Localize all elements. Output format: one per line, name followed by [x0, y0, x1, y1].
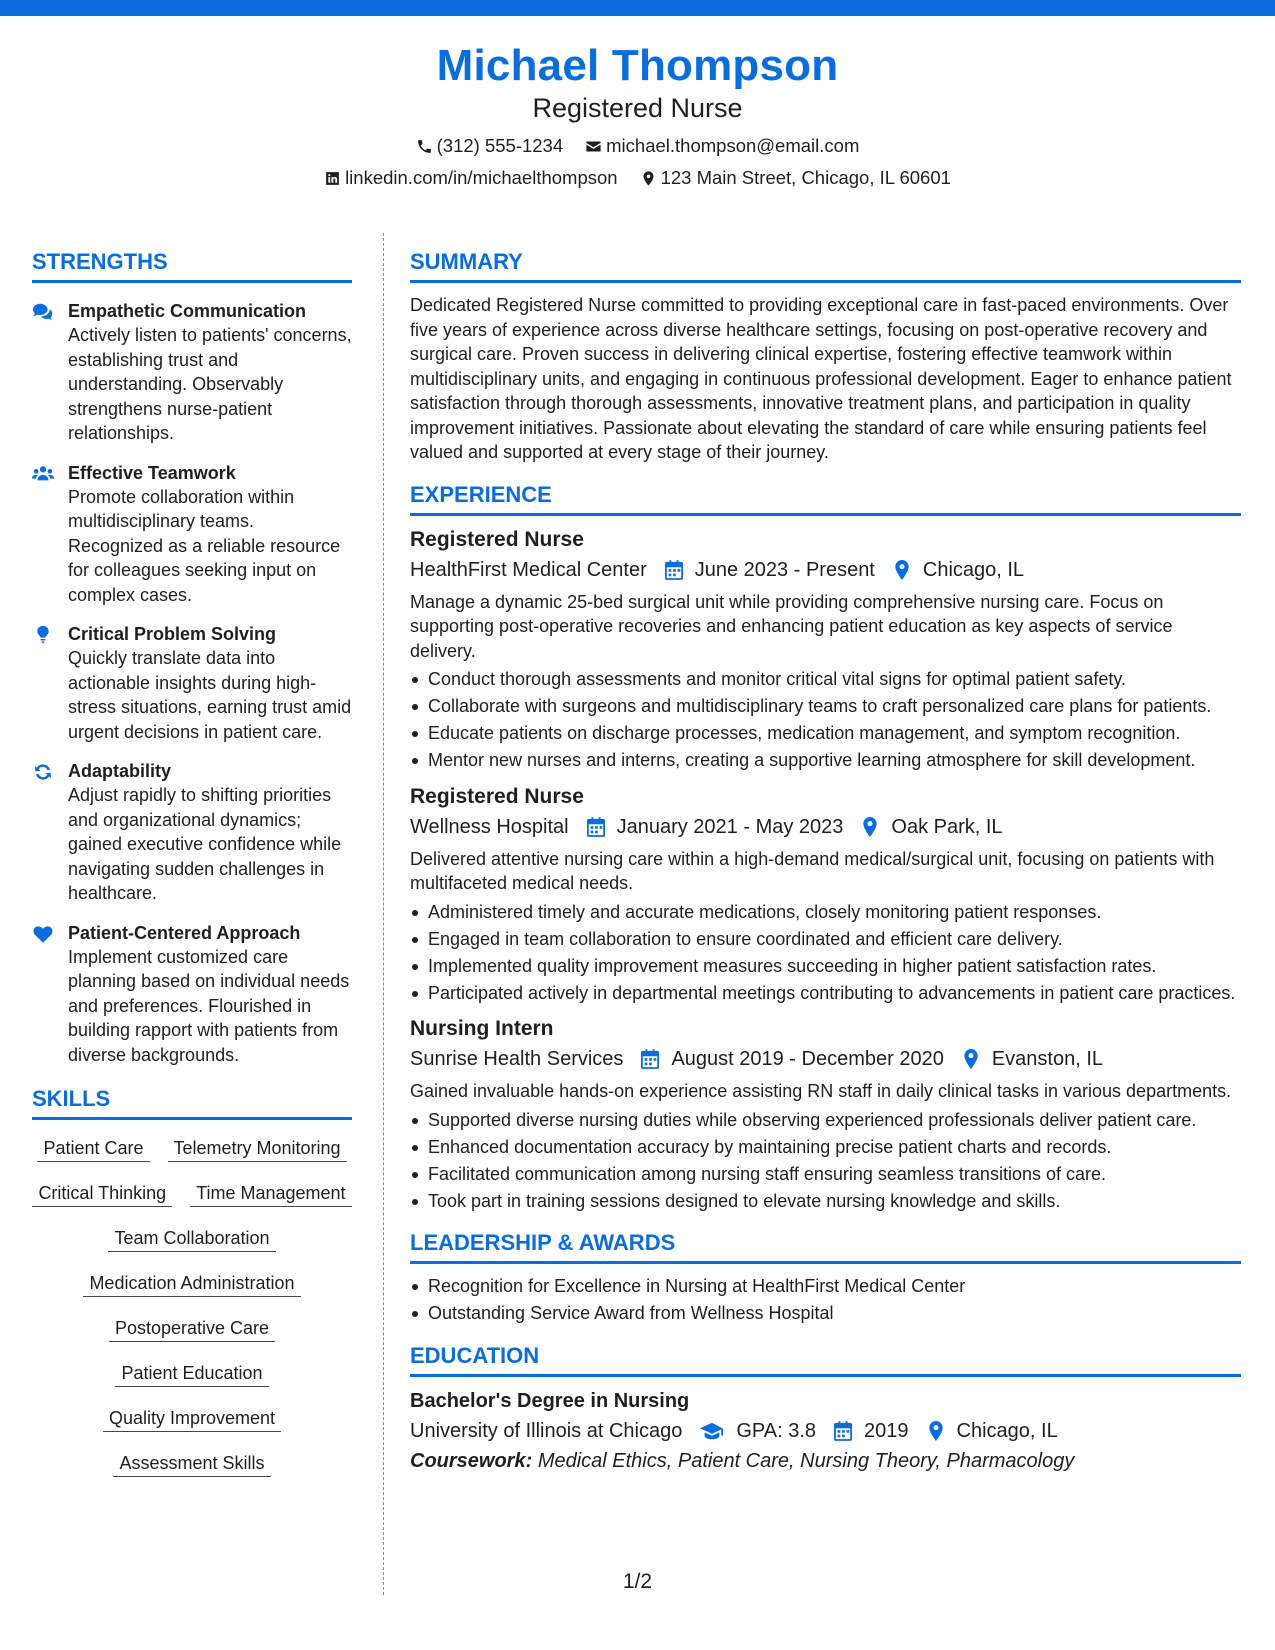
map-pin-icon [927, 1421, 945, 1441]
top-accent-bar [0, 0, 1275, 16]
job-bullet: Supported diverse nursing duties while observing experienced professionals deliver patient care. [410, 1108, 1241, 1133]
email-contact[interactable] [585, 134, 859, 158]
coursework-label: Coursework: [410, 1449, 533, 1472]
job-entry [410, 783, 1241, 1006]
job-bullet: Implemented quality improvement measures succeeding in higher patient satisfaction rates. [410, 954, 1241, 979]
job-bullet: Enhanced documentation accuracy by maintaining precise patient charts and records. [410, 1135, 1241, 1160]
job-company: Wellness Hospital [410, 815, 569, 838]
leadership-list [410, 1274, 1241, 1326]
skill-tag: Assessment Skills [113, 1451, 270, 1477]
users-icon [32, 464, 54, 484]
linkedin-icon [324, 170, 341, 187]
strength-item [32, 461, 352, 608]
job-entry [410, 1015, 1241, 1213]
job-description: Gained invaluable hands-on experience assisting RN staff in daily clinical tasks in various departments. [410, 1081, 1232, 1101]
map-pin-icon [962, 1049, 980, 1069]
job-meta [410, 1045, 1241, 1073]
linkedin-contact[interactable] [324, 166, 618, 190]
resume-header [0, 40, 1275, 190]
job-location: Oak Park, IL [891, 815, 1003, 838]
job-bullet: Engaged in team collaboration to ensure coordinated and efficient care delivery. [410, 927, 1241, 952]
calendar-icon [834, 1421, 852, 1441]
strength-item [32, 759, 352, 906]
summary-text: Dedicated Registered Nurse committed to providing exceptional care in fast-paced environments. Over five years of experience across diverse healthcare settings, focusing on post-operative recovery and surgical care. Proven success in delivering clinical expertise, fostering effective teamwork within multidisciplinary units, and engaging in continuous professional development. Eager to enhance patient satisfaction through thorough assessments, innovative treatment plans, and participation in quality improvement initiatives. Passionate about elevating the standard of care while ensuring patients feel valued and supported at every stage of their journey. [410, 295, 1232, 462]
school-name: University of Illinois at Chicago [410, 1419, 683, 1442]
strength-title: Effective Teamwork [68, 462, 236, 483]
strengths-heading: STRENGTHS [32, 248, 352, 283]
envelope-icon [585, 138, 602, 155]
email-text[interactable]: michael.thompson@email.com [606, 135, 860, 156]
strength-desc: Actively listen to patients' concerns, establishing trust and understanding. Observably strengthens nurse-patient relationships. [68, 325, 352, 443]
education-heading: EDUCATION [410, 1342, 1241, 1377]
map-pin-icon [861, 817, 879, 837]
phone-icon [416, 138, 433, 155]
job-title: Nursing Intern [410, 1017, 554, 1040]
job-entry [410, 526, 1241, 773]
candidate-name: Michael Thompson [436, 41, 839, 90]
skill-tag: Team Collaboration [108, 1226, 275, 1252]
map-pin-icon [893, 560, 911, 580]
job-company: HealthFirst Medical Center [410, 558, 647, 581]
strength-desc: Implement customized care planning based on individual needs and preferences. Flourished in building rapport with patients from diverse backgrounds. [68, 946, 350, 1065]
strength-item [32, 622, 352, 744]
leadership-heading: LEADERSHIP & AWARDS [410, 1229, 1241, 1264]
strength-title: Empathetic Communication [68, 301, 307, 321]
skill-tag: Critical Thinking [32, 1181, 172, 1207]
job-bullets [410, 667, 1241, 773]
job-bullets [410, 900, 1241, 1006]
strength-title: Critical Problem Solving [68, 624, 277, 644]
strength-item [32, 299, 352, 446]
job-bullet: Facilitated communication among nursing staff ensuring seamless transitions of care. [410, 1162, 1241, 1187]
skill-tag: Postoperative Care [109, 1316, 275, 1342]
job-meta [410, 813, 1241, 841]
address-contact [640, 166, 951, 190]
job-description: Delivered attentive nursing care within a high-demand medical/surgical unit, focusing on patients with multifaceted medical needs. [410, 848, 1215, 893]
column-divider [383, 233, 384, 1595]
phone-contact [416, 134, 564, 158]
phone-text: (312) 555-1234 [436, 135, 564, 156]
skills-heading: SKILLS [32, 1085, 352, 1120]
job-title: Registered Nurse [410, 784, 584, 808]
contact-row-2 [0, 166, 1275, 190]
job-title: Registered Nurse [410, 527, 584, 551]
left-column [32, 248, 352, 1477]
job-dates: January 2021 - May 2023 [616, 815, 844, 838]
job-bullet: Took part in training sessions designed to elevate nursing knowledge and skills. [410, 1189, 1241, 1214]
job-bullets [410, 1108, 1241, 1214]
skill-tag: Patient Education [115, 1361, 268, 1387]
skill-tag: Patient Care [37, 1136, 149, 1162]
job-bullet: Administered timely and accurate medications, closely monitoring patient responses. [410, 900, 1241, 925]
award-item: Recognition for Excellence in Nursing at HealthFirst Medical Center [410, 1274, 1241, 1299]
job-dates: June 2023 - Present [694, 558, 875, 581]
coursework-text: Medical Ethics, Patient Care, Nursing Theory, Pharmacology [537, 1449, 1075, 1472]
strength-desc: Promote collaboration within multidisciplinary teams. Recognized as a reliable resource for colleagues seeking input on complex cases. [68, 486, 341, 605]
strength-item [32, 921, 352, 1068]
contact-row-1 [0, 134, 1275, 158]
graduation-cap-icon [700, 1421, 724, 1441]
job-bullet: Participated actively in departmental meetings contributing to advancements in patient care practices. [410, 981, 1241, 1006]
skills-list [32, 1136, 352, 1477]
skill-tag: Telemetry Monitoring [168, 1136, 347, 1162]
job-location: Evanston, IL [991, 1048, 1104, 1070]
job-bullet: Conduct thorough assessments and monitor critical vital signs for optimal patient safety. [410, 667, 1241, 692]
right-column [410, 248, 1241, 1475]
education-meta [410, 1417, 1241, 1445]
skill-tag: Medication Administration [83, 1271, 300, 1297]
strength-desc: Quickly translate data into actionable insights during high-stress situations, earning trust amid urgent decisions in patient care. [68, 648, 352, 742]
linkedin-text[interactable]: linkedin.com/in/michaelthompson [345, 167, 618, 188]
sync-icon [32, 762, 54, 782]
award-item: Outstanding Service Award from Wellness Hospital [410, 1301, 1241, 1326]
job-bullet: Mentor new nurses and interns, creating a supportive learning atmosphere for skill development. [410, 748, 1241, 773]
calendar-icon [665, 560, 683, 580]
gpa-text: GPA: 3.8 [736, 1419, 817, 1442]
job-meta [410, 556, 1241, 584]
lightbulb-icon [32, 625, 54, 645]
heart-icon [32, 924, 54, 944]
strength-title: Patient-Centered Approach [68, 922, 301, 943]
comments-icon [32, 302, 54, 322]
job-dates: August 2019 - December 2020 [671, 1048, 944, 1070]
strength-desc: Adjust rapidly to shifting priorities and organizational dynamics; gained executive confidence while navigating sudden challenges in healthcare. [68, 785, 342, 903]
candidate-role: Registered Nurse [532, 93, 743, 123]
strength-title: Adaptability [68, 761, 172, 781]
coursework [410, 1447, 1241, 1475]
summary-heading: SUMMARY [410, 248, 1241, 283]
job-company: Sunrise Health Services [410, 1048, 624, 1070]
calendar-icon [641, 1049, 659, 1069]
job-description: Manage a dynamic 25-bed surgical unit while providing comprehensive nursing care. Focus on supporting post-operative recoveries and enhancing patient education as key aspects of service delivery. [410, 591, 1173, 661]
degree-title: Bachelor's Degree in Nursing [410, 1389, 690, 1412]
map-pin-icon [640, 170, 657, 187]
calendar-icon [587, 817, 605, 837]
skill-tag: Time Management [190, 1181, 351, 1207]
skill-tag: Quality Improvement [103, 1406, 281, 1432]
school-location: Chicago, IL [956, 1419, 1058, 1442]
page-indicator: 1/2 [622, 1570, 653, 1593]
graduation-year: 2019 [864, 1419, 909, 1442]
job-bullet: Educate patients on discharge processes, medication management, and symptom recognition. [410, 721, 1241, 746]
address-text: 123 Main Street, Chicago, IL 60601 [660, 167, 951, 188]
job-bullet: Collaborate with surgeons and multidisciplinary teams to craft personalized care plans for patients. [410, 694, 1241, 719]
job-location: Chicago, IL [922, 558, 1025, 581]
experience-heading: EXPERIENCE [410, 481, 1241, 516]
